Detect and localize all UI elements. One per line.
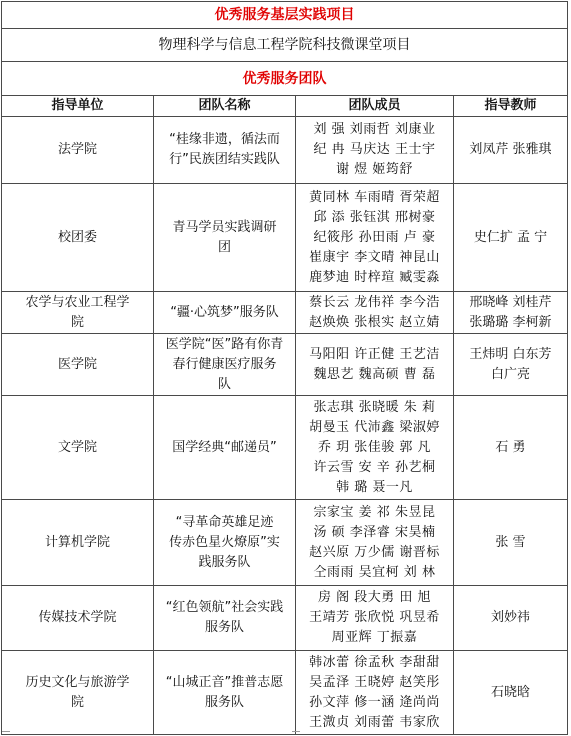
award-table: [1, 1, 568, 735]
unit-cell: [2, 117, 154, 184]
teachers-cell: [454, 396, 568, 500]
teachers-line: 刘凤芹 张雅琪: [469, 142, 552, 157]
team-members-line: 蔡长云 龙伟祥 李今浩: [309, 294, 440, 310]
team-members-line: 纪筱彤 孙田雨 卢 豪: [313, 229, 436, 245]
team-members-line: 韩 璐 聂一凡: [336, 479, 413, 495]
teachers-line: 刘妙祎: [490, 610, 530, 625]
team-members-line: 乔 玥 张佳骏 郭 凡: [317, 439, 432, 455]
unit-cell: [2, 651, 154, 735]
team-members-line: 王靖芳 张欣悦 巩昱希: [309, 610, 440, 625]
team-members-cell: [296, 334, 454, 396]
teachers-line: 石 勇: [495, 439, 526, 455]
teachers-cell: [454, 334, 568, 396]
team-name-cell: [154, 334, 296, 396]
table-row: [2, 396, 568, 500]
column-header-members: 团队成员: [296, 96, 454, 117]
team-members-cell: [296, 292, 454, 334]
unit-cell: [2, 184, 154, 292]
team-name-line: 队: [217, 376, 231, 392]
unit-line: 计算机学院: [44, 534, 110, 550]
team-name-line: 团: [217, 239, 231, 255]
team-name-line: 服务队: [204, 620, 244, 635]
unit-line: 院: [70, 694, 84, 710]
team-name-line: 服务队: [204, 694, 244, 710]
teachers-cell: [454, 292, 568, 334]
unit-line: 院: [70, 314, 84, 330]
team-members-line: 谢 煜 姬筠舒: [336, 162, 413, 177]
teachers-cell: [454, 117, 568, 184]
team-members-cell: [296, 500, 454, 586]
table-row: [2, 117, 568, 184]
project-name: 物理科学与信息工程学院科技微课堂项目: [2, 29, 568, 62]
team-members-line: 赵兴原 万少儒 谢晋标: [309, 544, 440, 560]
team-members-cell: [296, 396, 454, 500]
column-header-teachers: 指导教师: [454, 96, 568, 117]
teachers-line: 史仁扩 孟 宁: [473, 229, 548, 245]
unit-line: 传媒技术学院: [38, 610, 117, 625]
team-members-line: 韩冰蕾 徐孟秋 李甜甜: [309, 654, 440, 670]
team-members-line: 周亚辉 丁振嘉: [331, 630, 418, 645]
unit-cell: [2, 500, 154, 586]
table-header-row: [2, 96, 568, 117]
table-row: [2, 184, 568, 292]
teachers-cell: [454, 651, 568, 735]
team-members-line: 孙文萍 修一涵 逄尚尚: [309, 694, 440, 710]
unit-line: 文学院: [57, 439, 97, 455]
team-members-line: 许云雪 安 辛 孙艺桐: [313, 459, 436, 475]
team-members-line: 鹿梦迪 时梓瑄 臧雯淼: [309, 269, 440, 285]
page-title: 优秀服务基层实践项目: [2, 2, 568, 29]
unit-cell: [2, 334, 154, 396]
team-members-line: 宗家宝 姜 祁 朱昱昆: [313, 504, 436, 520]
teachers-cell: [454, 184, 568, 292]
team-name-cell: [154, 500, 296, 586]
team-members-cell: [296, 651, 454, 735]
unit-line: 医学院: [57, 356, 97, 372]
team-name-cell: [154, 184, 296, 292]
team-members-line: 黄同林 车雨晴 胥荣超: [309, 189, 440, 205]
teachers-line: 白广亮: [490, 366, 530, 382]
team-members-cell: [296, 184, 454, 292]
teachers-cell: [454, 500, 568, 586]
unit-cell: [2, 586, 154, 651]
team-members-line: 王溦贞 刘雨蕾 韦家欣: [309, 714, 440, 730]
team-members-line: 张志琪 张晓暖 朱 莉: [313, 399, 436, 415]
team-members-line: 胡曼玉 代沛鑫 梁淑婷: [309, 419, 440, 435]
team-members-line: 刘 强 刘雨哲 刘康业: [313, 122, 436, 137]
team-members-line: 纪 冉 马庆达 王士宇: [313, 142, 436, 157]
team-name-line: 国学经典“邮递员”: [172, 439, 277, 455]
unit-cell: [2, 292, 154, 334]
team-name-cell: [154, 586, 296, 651]
teachers-line: 张 雪: [495, 534, 526, 550]
team-members-cell: [296, 117, 454, 184]
team-name-line: “寻革命英雄足迹: [175, 514, 274, 530]
table-row: [2, 651, 568, 735]
team-name-cell: [154, 292, 296, 334]
table-row: [2, 586, 568, 651]
section-title: 优秀服务团队: [2, 62, 568, 96]
team-members-line: 崔康宇 李文晴 神昆山: [309, 249, 440, 265]
team-members-line: 魏思艺 魏高硕 曹 磊: [313, 366, 436, 382]
team-name-line: 行”民族团结实践队: [169, 152, 280, 167]
team-members-line: 吴孟泽 王晓婷 赵笑彤: [309, 674, 440, 690]
team-name-cell: [154, 651, 296, 735]
team-members-line: 马阳阳 许正健 王艺洁: [309, 346, 440, 362]
team-name-cell: [154, 396, 296, 500]
team-name-line: “疆·心筑梦”服务队: [170, 304, 279, 320]
team-members-cell: [296, 586, 454, 651]
team-name-cell: [154, 117, 296, 184]
team-name-line: 春行健康医疗服务: [172, 356, 277, 372]
team-name-line: “红色领航”社会实践: [165, 600, 284, 615]
teachers-line: 张璐璐 李柯新: [469, 314, 552, 330]
team-members-line: 房 阁 段大勇 田 旭: [317, 590, 432, 605]
team-name-line: “桂缘非遗，循法而: [169, 132, 280, 147]
team-name-line: 传赤色星火燎原”实: [169, 534, 280, 550]
team-name-line: “山城正音”推普志愿: [165, 674, 284, 690]
column-header-team: 团队名称: [154, 96, 296, 117]
unit-line: 农学与农业工程学: [25, 294, 130, 310]
team-members-line: 邱 添 张钰淇 邢树豪: [313, 209, 436, 225]
teachers-cell: [454, 586, 568, 651]
teachers-line: 王炜明 白东芳: [469, 346, 552, 362]
column-header-unit: 指导单位: [2, 96, 154, 117]
team-name-line: 医学院“医”路有你青: [165, 336, 284, 352]
team-name-line: 践服务队: [198, 554, 251, 570]
team-members-line: 仝雨雨 吴宜柯 刘 林: [313, 564, 436, 580]
table-row: [2, 500, 568, 586]
teachers-line: 邢晓峰 刘桂芹: [469, 294, 552, 310]
unit-line: 法学院: [57, 142, 97, 157]
team-members-line: 赵焕焕 张根实 赵立婧: [309, 314, 440, 330]
table-row: [2, 292, 568, 334]
team-name-line: 青马学员实践调研: [172, 219, 277, 235]
team-members-line: 汤 硕 李泽睿 宋昊楠: [313, 524, 436, 540]
teachers-line: 石晓晗: [490, 684, 530, 700]
unit-line: 历史文化与旅游学: [25, 674, 130, 690]
unit-cell: [2, 396, 154, 500]
table-row: [2, 334, 568, 396]
unit-line: 校团委: [57, 229, 97, 245]
page-corner-marks: [0, 728, 571, 736]
